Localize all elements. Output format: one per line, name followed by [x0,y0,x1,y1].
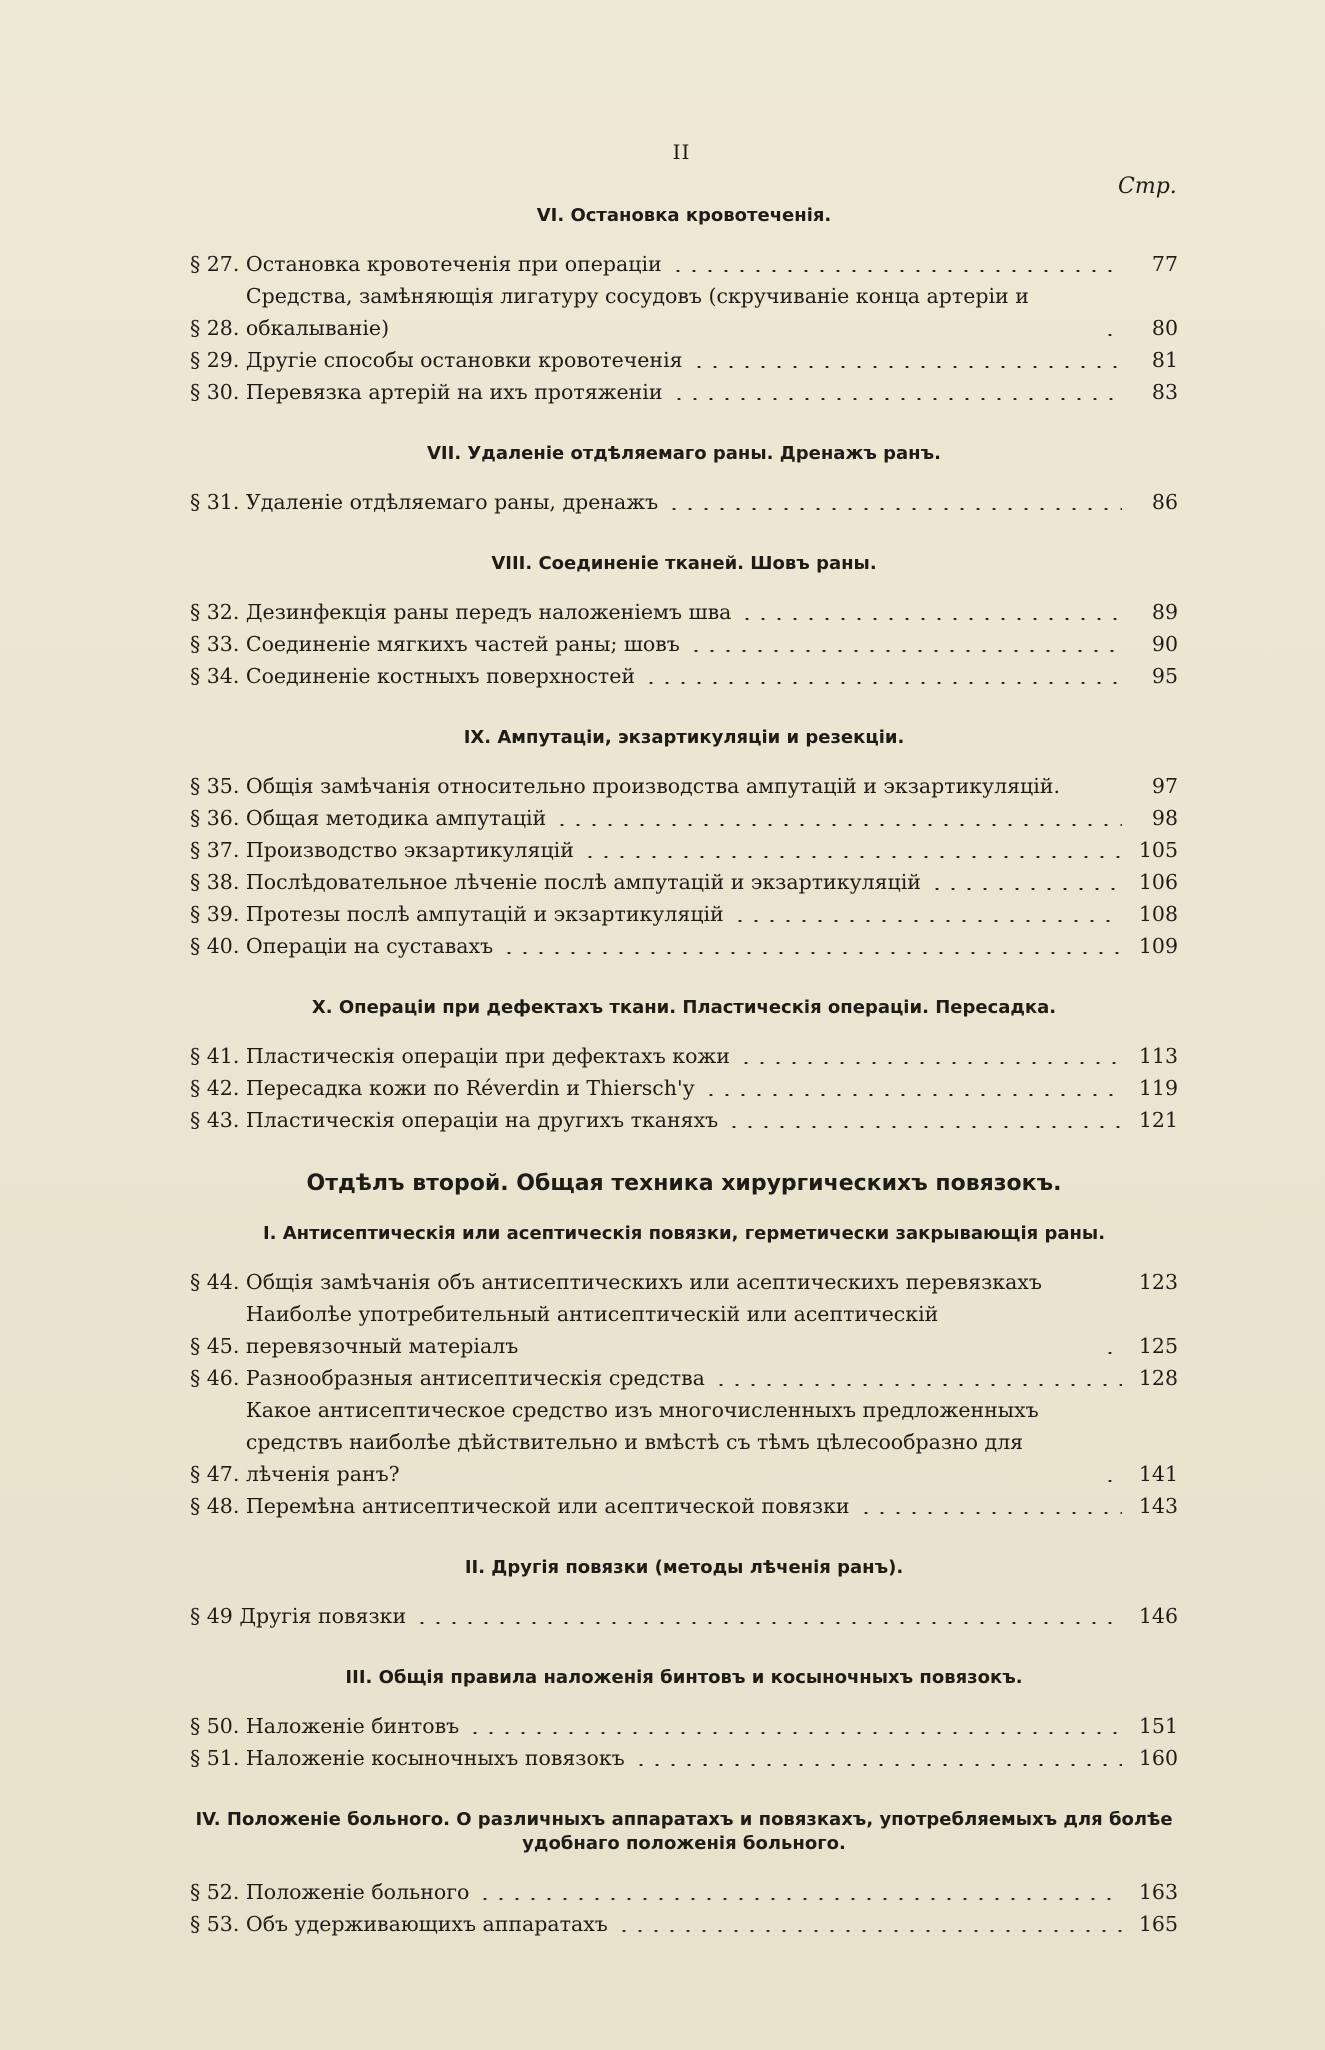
entry-body [246,1394,1132,1490]
entry-title: Соединеніе мягкихъ частей раны; шовъ [245,632,680,656]
paragraph-number: § 34. [190,664,246,688]
paragraph-number: § 32. [190,600,246,624]
paragraph-number: § 44. [190,1270,246,1294]
toc-entry [190,802,1178,834]
entry-page-number: 143 [1138,1494,1178,1518]
entry-body [246,1490,1132,1522]
toc-section [190,1808,1178,1940]
paragraph-number: § 48. [190,1494,246,1518]
entry-page-number: 119 [1138,1076,1178,1100]
entry-page-number: 97 [1151,774,1178,798]
entry-page-number: 108 [1138,902,1178,926]
paragraph-number: § 41. [190,1044,246,1068]
part-title: Отдѣлъ второй. Общая техника хирургическихъ повязокъ. [306,1171,1062,1196]
entry-body [246,1298,1132,1362]
entry-title: Производство экзартикуляцій [245,838,574,862]
dot-leader [703,1094,1122,1096]
entry-body [246,1040,1132,1072]
paragraph-number: § 35. [190,774,246,798]
entry-title: Протезы послѣ ампутацій и экзартикуляцій [245,902,724,926]
toc-entry [190,770,1178,802]
entry-title: Перемѣна антисептической или асептической повязки [245,1494,850,1518]
dot-leader [738,1062,1122,1064]
paragraph-number: § 51. [190,1746,246,1770]
entry-title: Соединеніе костныхъ поверхностей [245,664,636,688]
toc-entry [190,1072,1178,1104]
entry-title: Общія замѣчанія относительно производства ампутацій и экзартикуляцій. [245,774,1060,798]
entry-title: Наиболѣе употребительный антисептическій или асептическій перевязочный матеріалъ [245,1302,939,1358]
paragraph-number: § 38. [190,870,246,894]
entry-body [246,1908,1132,1940]
toc-section [190,442,1178,518]
section-title: III. Общія правила наложенія бинтовъ и косыночныхъ повязокъ. [345,1667,1023,1688]
toc-entry [190,1298,1178,1362]
entry-page-number: 80 [1151,316,1178,340]
toc-section [190,552,1178,692]
entry-body [246,930,1132,962]
toc-entry [190,1742,1178,1774]
dot-leader [713,1384,1122,1386]
entry-title: Остановка кровотеченія при операціи [245,252,662,276]
toc-section [190,204,1178,408]
dot-leader [670,270,1122,272]
entry-title: Общая методика ампутацій [245,806,547,830]
dot-leader [732,920,1122,922]
entry-title: Положеніе больного [245,1880,470,1904]
toc-entry [190,898,1178,930]
dot-leader [726,1126,1122,1128]
toc-entry [190,1490,1178,1522]
entry-page-number: 121 [1138,1108,1178,1132]
toc-entry [190,1710,1178,1742]
entry-page-number: 98 [1151,806,1178,830]
toc-section [190,1556,1178,1632]
dot-leader [1102,1352,1122,1354]
dot-leader [691,366,1122,368]
entry-title: Пересадка кожи по Réverdin и Thiersch'у [245,1076,695,1100]
entry-page-number: 123 [1138,1270,1178,1294]
dot-leader [467,1732,1122,1734]
entry-body [246,866,1132,898]
entry-body [246,248,1132,280]
section-title: I. Антисептическія или асептическія повязки, герметически закрывающія раны. [262,1223,1106,1244]
entry-title: Объ удерживающихъ аппаратахъ [245,1912,608,1936]
entry-body [246,1104,1132,1136]
entry-title: Пластическія операціи при дефектахъ кожи [245,1044,730,1068]
toc-entry [190,376,1178,408]
entry-title: Разнообразныя антисептическія средства [245,1366,705,1390]
entry-page-number: 95 [1151,664,1178,688]
dot-leader [633,1764,1122,1766]
paragraph-number: § 40. [190,934,246,958]
dot-leader [414,1622,1122,1624]
toc-entry [190,1104,1178,1136]
paragraph-number: § 37. [190,838,246,862]
dot-leader [739,618,1122,620]
entry-page-number: 90 [1151,632,1178,656]
entry-body [246,834,1132,866]
entry-page-number: 109 [1138,934,1178,958]
entry-page-number: 128 [1138,1366,1178,1390]
paragraph-number: § 47. [190,1462,246,1486]
entry-title: Дезинфекція раны передъ наложеніемъ шва [245,600,732,624]
entry-title: Какое антисептическое средство изъ многочисленныхъ предложенныхъ средствъ наиболѣе дѣйствительно и вмѣстѣ съ тѣмъ цѣлесообразно для лѣченія ранъ? [245,1398,1039,1486]
toc-entry [190,1266,1178,1298]
entry-title: Другіе способы остановки кровотеченія [245,348,683,372]
dot-leader [688,650,1122,652]
paragraph-number: § 53. [190,1912,246,1936]
entry-body [246,802,1132,834]
entry-page-number: 113 [1138,1044,1178,1068]
toc-entry [190,1394,1178,1490]
entry-body [246,1742,1132,1774]
entry-title: Перевязка артерій на ихъ протяженіи [245,380,663,404]
toc-section [190,1222,1178,1522]
entry-page-number: 165 [1138,1912,1178,1936]
entry-body [246,1362,1132,1394]
entry-body [239,1600,1132,1632]
toc-entry [190,1040,1178,1072]
toc-section [190,1666,1178,1774]
entry-page-number: 81 [1151,348,1178,372]
entry-title: Наложеніе бинтовъ [245,1714,460,1738]
toc-entry [190,344,1178,376]
dot-leader [616,1930,1122,1932]
dot-leader [858,1512,1122,1514]
entry-title: Удаленіе отдѣляемаго раны, дренажъ [245,490,659,514]
entry-title: Операціи на суставахъ [245,934,494,958]
entry-page-number: 160 [1138,1746,1178,1770]
toc-entry [190,1876,1178,1908]
dot-leader [666,508,1122,510]
entry-body [246,1072,1132,1104]
entry-title: Пластическія операціи на другихъ тканяхъ [245,1108,719,1132]
paragraph-number: § 50. [190,1714,246,1738]
section-title: II. Другія повязки (методы лѣченія ранъ). [464,1557,904,1578]
paragraph-number: § 49 [190,1604,240,1628]
toc-entry [190,834,1178,866]
entry-body [246,660,1132,692]
paragraph-number: § 29. [190,348,246,372]
dot-leader [501,952,1122,954]
dot-leader [1102,334,1122,336]
paragraph-number: § 28. [190,316,246,340]
entry-body [246,628,1132,660]
toc-entry [190,866,1178,898]
entry-page-number: 163 [1138,1880,1178,1904]
table-of-contents [190,204,1178,1974]
entry-body [246,898,1132,930]
entry-body [246,376,1132,408]
paragraph-number: § 36. [190,806,246,830]
dot-leader [671,398,1123,400]
page-column-header: Стр. [1118,174,1177,199]
entry-body [246,1266,1132,1298]
dot-leader [929,888,1122,890]
entry-title: Наложеніе косыночныхъ повязокъ [245,1746,625,1770]
section-title: X. Операціи при дефектахъ ткани. Пластическія операціи. Пересадка. [311,997,1057,1018]
section-title: VI. Остановка кровотеченія. [536,205,832,226]
entry-page-number: 106 [1138,870,1178,894]
toc-entry [190,628,1178,660]
toc-section [190,996,1178,1136]
paragraph-number: § 43. [190,1108,246,1132]
entry-body [246,770,1132,802]
section-title: IX. Ампутаціи, экзартикуляціи и резекціи. [463,727,905,748]
entry-body [246,344,1132,376]
paragraph-number: § 42. [190,1076,246,1100]
entry-title: Общія замѣчанія объ антисептическихъ или асептическихъ перевязкахъ [245,1270,1042,1294]
paragraph-number: § 45. [190,1334,246,1358]
toc-entry [190,660,1178,692]
entry-title: Другія повязки [239,1604,407,1628]
dot-leader [643,682,1122,684]
dot-leader [554,824,1122,826]
dot-leader [477,1898,1122,1900]
paragraph-number: § 30. [190,380,246,404]
entry-title: Средства, замѣняющія лигатуру сосудовъ (скручиваніе конца артеріи и обкалываніе) [245,284,1029,340]
dot-leader [1102,1480,1122,1482]
paragraph-number: § 33. [190,632,246,656]
entry-page-number: 105 [1138,838,1178,862]
section-title: VIII. Соединеніе тканей. Шовъ раны. [491,553,877,574]
entry-page-number: 83 [1151,380,1178,404]
section-title: VII. Удаленіе отдѣляемаго раны. Дренажъ ранъ. [427,443,941,464]
page-number: II [672,140,691,164]
entry-title: Послѣдовательное лѣченіе послѣ ампутацій и экзартикуляцій [245,870,921,894]
paragraph-number: § 52. [190,1880,246,1904]
toc-entry [190,1362,1178,1394]
entry-body [246,1876,1132,1908]
entry-page-number: 77 [1151,252,1178,276]
entry-page-number: 125 [1138,1334,1178,1358]
entry-page-number: 146 [1138,1604,1178,1628]
paragraph-number: § 39. [190,902,246,926]
entry-page-number: 141 [1138,1462,1178,1486]
entry-body [246,596,1132,628]
toc-entry [190,486,1178,518]
paragraph-number: § 46. [190,1366,246,1390]
entry-body [246,280,1132,344]
toc-entry [190,596,1178,628]
dot-leader [582,856,1122,858]
entry-body [246,1710,1132,1742]
toc-entry [190,930,1178,962]
section-title: IV. Положеніе больного. О различныхъ аппаратахъ и повязкахъ, употребляемыхъ для болѣе удобнаго положенія больного. [195,1809,1173,1854]
entry-body [246,486,1132,518]
paragraph-number: § 31. [190,490,246,514]
entry-page-number: 86 [1151,490,1178,514]
toc-section [190,726,1178,962]
toc-entry [190,280,1178,344]
entry-page-number: 89 [1151,600,1178,624]
toc-entry [190,248,1178,280]
paragraph-number: § 27. [190,252,246,276]
toc-entry [190,1600,1178,1632]
toc-entry [190,1908,1178,1940]
entry-page-number: 151 [1138,1714,1178,1738]
